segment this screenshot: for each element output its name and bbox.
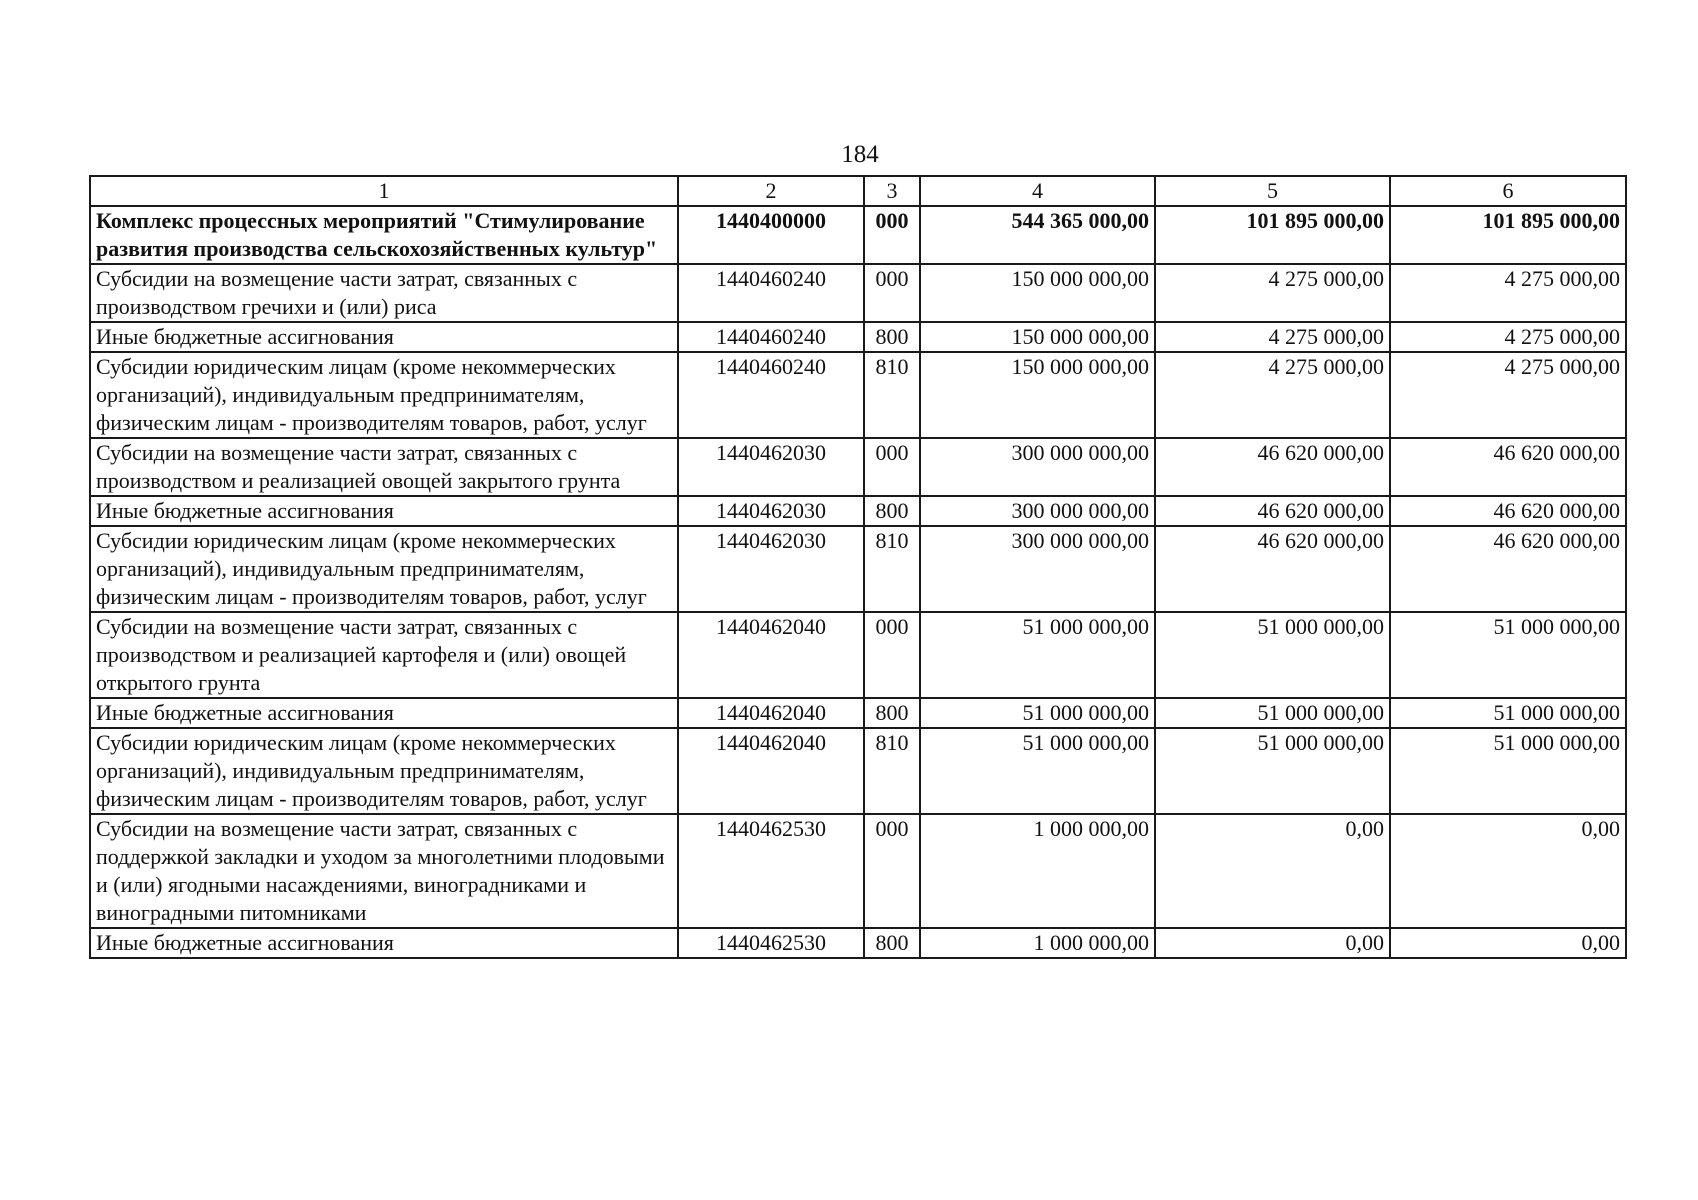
row-code-cell: 1440460240 <box>678 264 864 322</box>
row-amount-year3-cell: 0,00 <box>1390 928 1626 958</box>
row-amount-year1-cell: 51 000 000,00 <box>920 612 1155 698</box>
budget-table <box>89 175 1627 959</box>
row-name-cell: Субсидии на возмещение части затрат, связанных с поддержкой закладки и уходом за многолетними плодовыми и (или) ягодными насаждениями, виноградниками и виноградными питомниками <box>90 814 678 928</box>
row-amount-year1-cell: 300 000 000,00 <box>920 438 1155 496</box>
header-cell: 4 <box>920 176 1155 206</box>
row-amount-year1-cell: 544 365 000,00 <box>920 206 1155 264</box>
row-kvr-cell: 810 <box>864 526 920 612</box>
table-row <box>90 612 1626 698</box>
table-row <box>90 352 1626 438</box>
table-body <box>90 206 1626 958</box>
row-amount-year1-cell: 150 000 000,00 <box>920 264 1155 322</box>
row-kvr-cell: 000 <box>864 814 920 928</box>
row-code-cell: 1440460240 <box>678 352 864 438</box>
row-amount-year2-cell: 0,00 <box>1155 928 1390 958</box>
row-amount-year3-cell: 4 275 000,00 <box>1390 322 1626 352</box>
table-row <box>90 264 1626 322</box>
row-amount-year1-cell: 1 000 000,00 <box>920 928 1155 958</box>
row-kvr-cell: 800 <box>864 496 920 526</box>
row-amount-year1-cell: 1 000 000,00 <box>920 814 1155 928</box>
row-amount-year2-cell: 4 275 000,00 <box>1155 264 1390 322</box>
row-kvr-cell: 810 <box>864 728 920 814</box>
row-amount-year1-cell: 300 000 000,00 <box>920 496 1155 526</box>
row-amount-year1-cell: 51 000 000,00 <box>920 728 1155 814</box>
header-cell: 1 <box>90 176 678 206</box>
row-code-cell: 1440462030 <box>678 438 864 496</box>
row-amount-year3-cell: 46 620 000,00 <box>1390 526 1626 612</box>
row-code-cell: 1440462530 <box>678 814 864 928</box>
row-amount-year2-cell: 51 000 000,00 <box>1155 698 1390 728</box>
row-kvr-cell: 800 <box>864 322 920 352</box>
row-amount-year3-cell: 4 275 000,00 <box>1390 264 1626 322</box>
header-cell: 5 <box>1155 176 1390 206</box>
header-cell: 3 <box>864 176 920 206</box>
row-amount-year2-cell: 0,00 <box>1155 814 1390 928</box>
row-amount-year1-cell: 51 000 000,00 <box>920 698 1155 728</box>
row-amount-year2-cell: 51 000 000,00 <box>1155 612 1390 698</box>
table-row <box>90 206 1626 264</box>
row-name-cell: Иные бюджетные ассигнования <box>90 928 678 958</box>
row-amount-year3-cell: 51 000 000,00 <box>1390 728 1626 814</box>
row-name-cell: Субсидии юридическим лицам (кроме некоммерческих организаций), индивидуальным предпринимателям, физическим лицам - производителям товаров, работ, услуг <box>90 526 678 612</box>
table-row <box>90 698 1626 728</box>
table-row <box>90 728 1626 814</box>
row-amount-year2-cell: 46 620 000,00 <box>1155 526 1390 612</box>
row-kvr-cell: 000 <box>864 438 920 496</box>
table-row <box>90 322 1626 352</box>
row-code-cell: 1440462040 <box>678 612 864 698</box>
row-kvr-cell: 800 <box>864 928 920 958</box>
row-kvr-cell: 000 <box>864 264 920 322</box>
row-amount-year3-cell: 51 000 000,00 <box>1390 698 1626 728</box>
header-row <box>90 176 1626 206</box>
row-amount-year3-cell: 4 275 000,00 <box>1390 352 1626 438</box>
row-kvr-cell: 000 <box>864 206 920 264</box>
row-amount-year3-cell: 101 895 000,00 <box>1390 206 1626 264</box>
row-code-cell: 1440400000 <box>678 206 864 264</box>
row-name-cell: Иные бюджетные ассигнования <box>90 322 678 352</box>
row-amount-year1-cell: 150 000 000,00 <box>920 352 1155 438</box>
row-code-cell: 1440462040 <box>678 728 864 814</box>
table-row <box>90 496 1626 526</box>
row-name-cell: Иные бюджетные ассигнования <box>90 496 678 526</box>
row-code-cell: 1440462030 <box>678 496 864 526</box>
row-amount-year3-cell: 46 620 000,00 <box>1390 496 1626 526</box>
row-amount-year2-cell: 46 620 000,00 <box>1155 496 1390 526</box>
table-row <box>90 438 1626 496</box>
row-code-cell: 1440462530 <box>678 928 864 958</box>
table-row <box>90 814 1626 928</box>
table-row <box>90 526 1626 612</box>
row-amount-year2-cell: 101 895 000,00 <box>1155 206 1390 264</box>
row-name-cell: Субсидии на возмещение части затрат, связанных с производством и реализацией картофеля и (или) овощей открытого грунта <box>90 612 678 698</box>
row-name-cell: Комплекс процессных мероприятий "Стимулирование развития производства сельскохозяйственных культур" <box>90 206 678 264</box>
row-name-cell: Субсидии юридическим лицам (кроме некоммерческих организаций), индивидуальным предпринимателям, физическим лицам - производителям товаров, работ, услуг <box>90 352 678 438</box>
row-code-cell: 1440460240 <box>678 322 864 352</box>
row-amount-year2-cell: 46 620 000,00 <box>1155 438 1390 496</box>
row-amount-year2-cell: 4 275 000,00 <box>1155 352 1390 438</box>
row-code-cell: 1440462030 <box>678 526 864 612</box>
row-amount-year1-cell: 300 000 000,00 <box>920 526 1155 612</box>
row-name-cell: Субсидии на возмещение части затрат, связанных с производством гречихи и (или) риса <box>90 264 678 322</box>
row-code-cell: 1440462040 <box>678 698 864 728</box>
row-kvr-cell: 810 <box>864 352 920 438</box>
row-amount-year2-cell: 4 275 000,00 <box>1155 322 1390 352</box>
header-cell: 6 <box>1390 176 1626 206</box>
row-amount-year3-cell: 46 620 000,00 <box>1390 438 1626 496</box>
row-name-cell: Иные бюджетные ассигнования <box>90 698 678 728</box>
row-amount-year3-cell: 0,00 <box>1390 814 1626 928</box>
row-kvr-cell: 000 <box>864 612 920 698</box>
row-amount-year2-cell: 51 000 000,00 <box>1155 728 1390 814</box>
header-cell: 2 <box>678 176 864 206</box>
row-kvr-cell: 800 <box>864 698 920 728</box>
row-name-cell: Субсидии юридическим лицам (кроме некоммерческих организаций), индивидуальным предпринимателям, физическим лицам - производителям товаров, работ, услуг <box>90 728 678 814</box>
row-amount-year3-cell: 51 000 000,00 <box>1390 612 1626 698</box>
page-number: 184 <box>841 141 879 168</box>
table-row <box>90 928 1626 958</box>
row-name-cell: Субсидии на возмещение части затрат, связанных с производством и реализацией овощей закрытого грунта <box>90 438 678 496</box>
row-amount-year1-cell: 150 000 000,00 <box>920 322 1155 352</box>
